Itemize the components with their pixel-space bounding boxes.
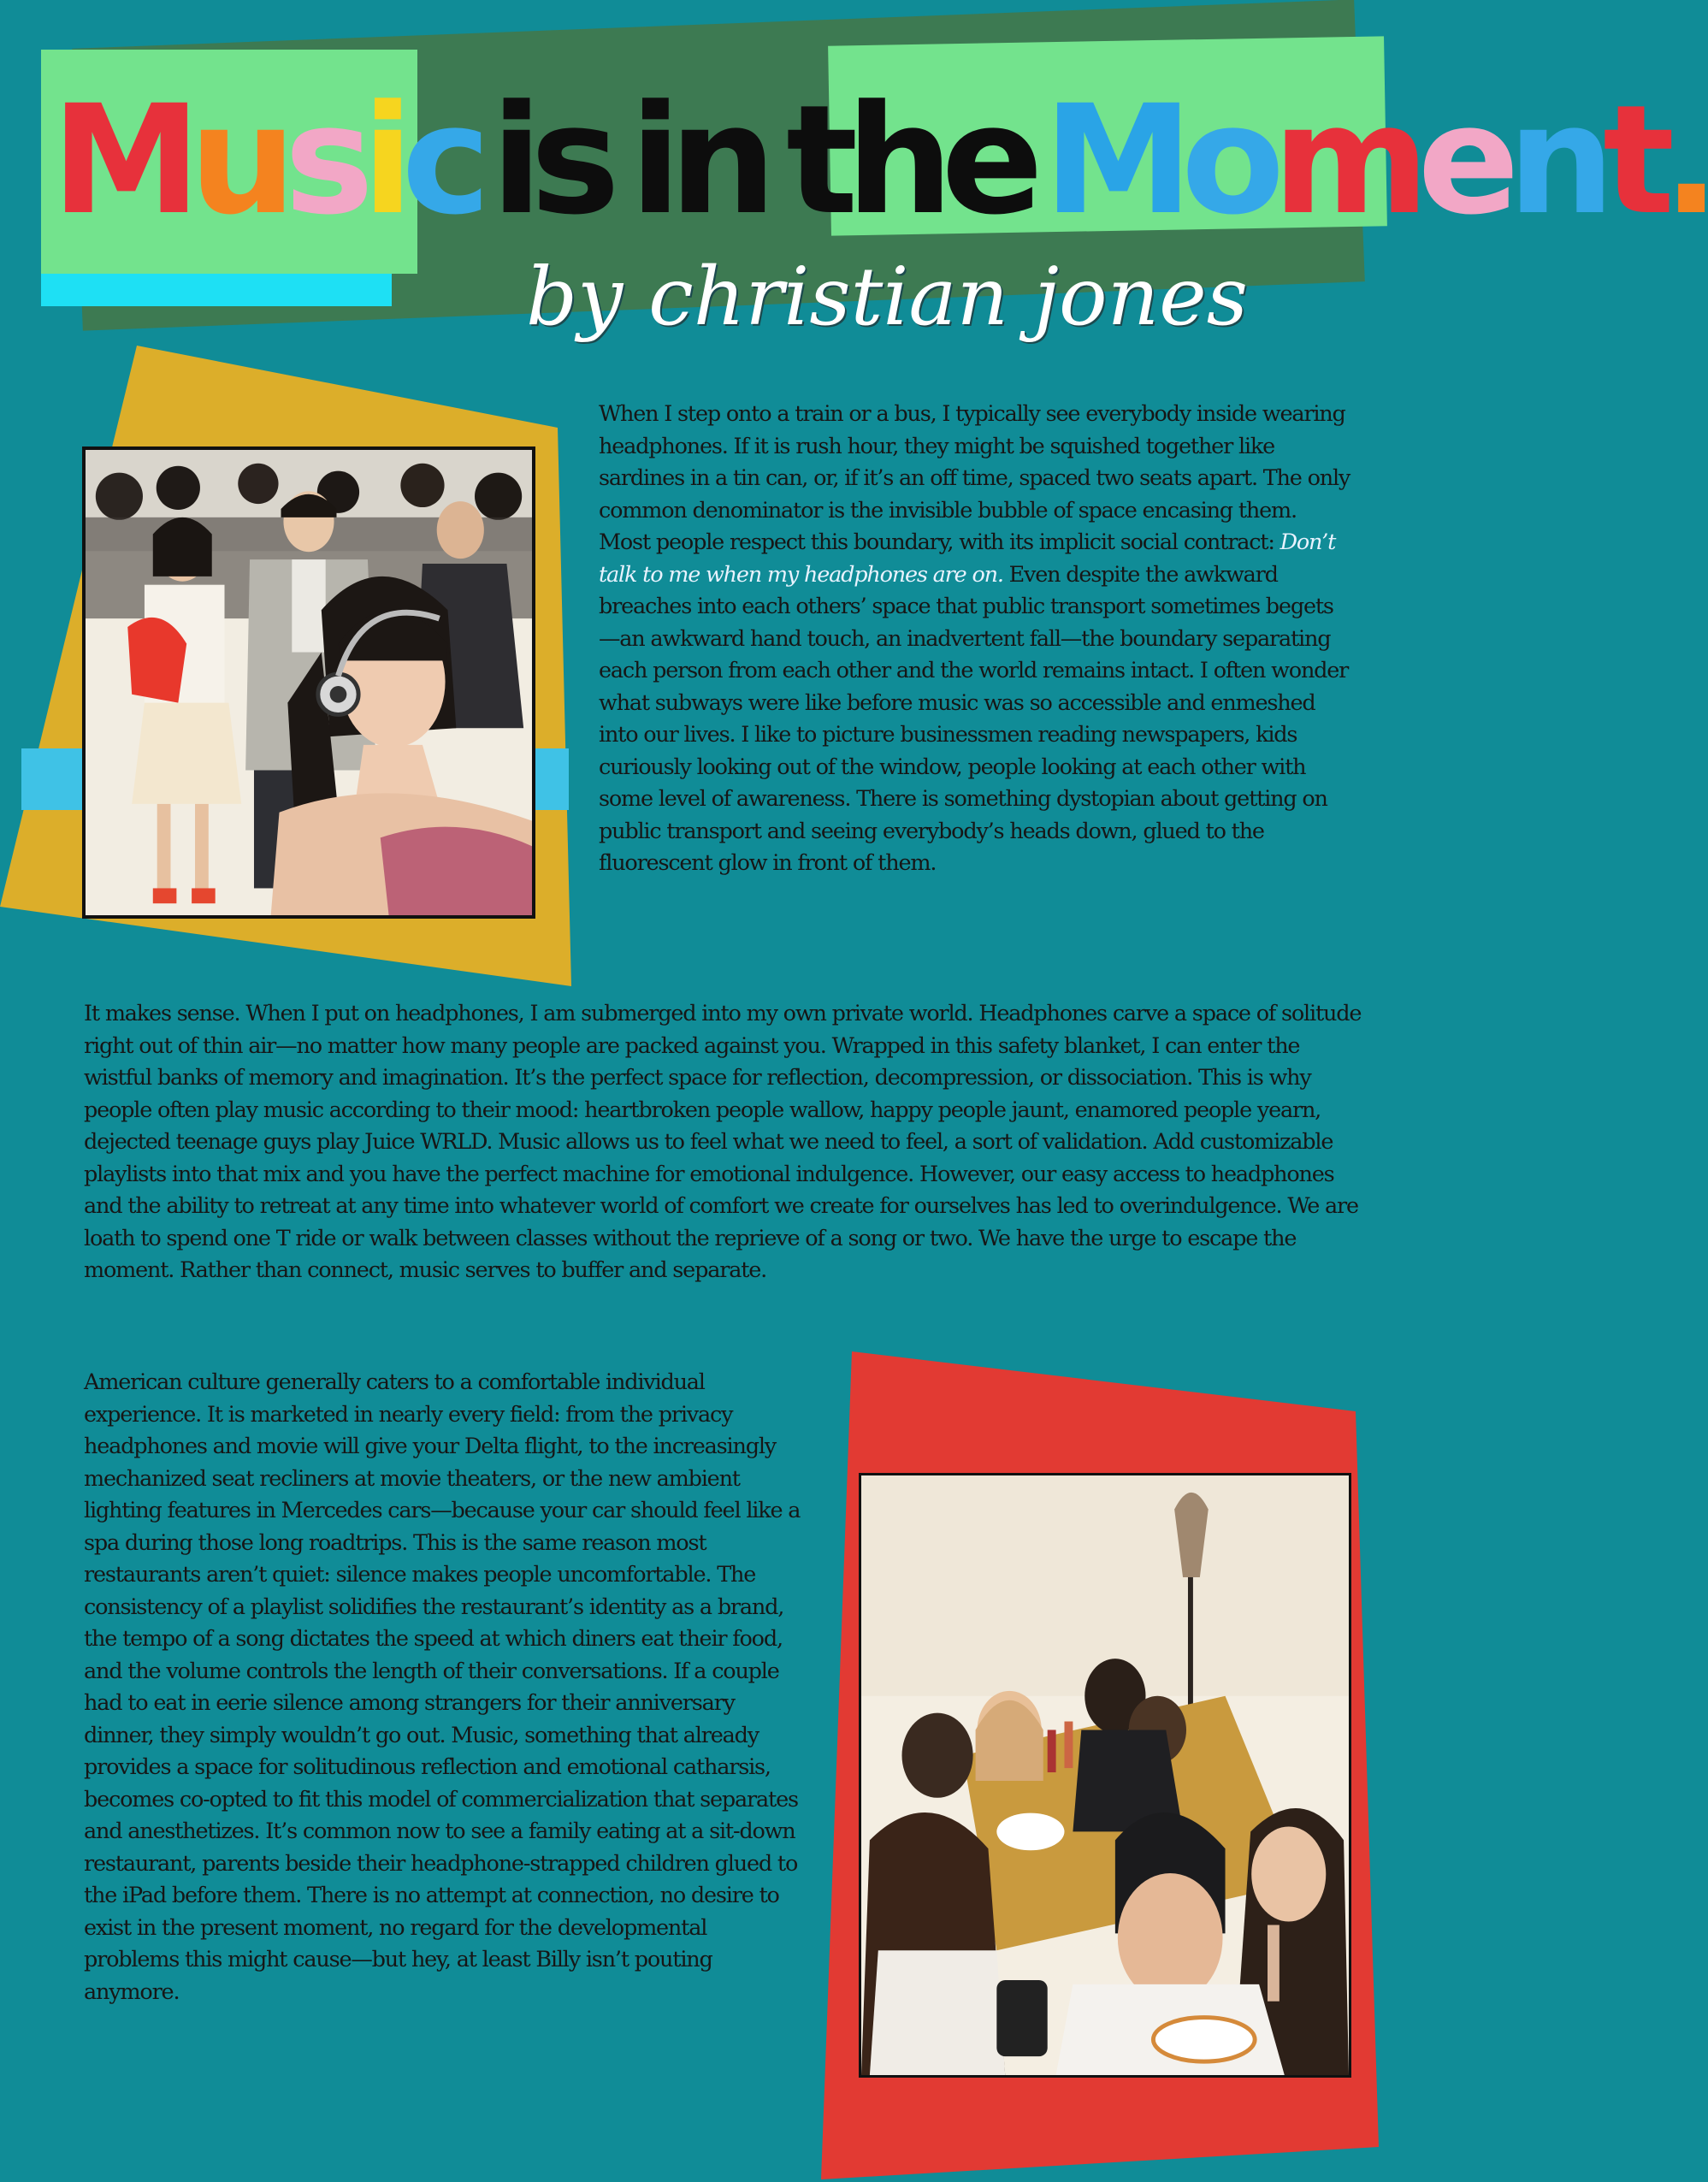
article-paragraph-1 xyxy=(599,399,1351,880)
title-letter: t xyxy=(1603,73,1664,248)
title-letter: c xyxy=(401,73,479,248)
para1-text-start: When I step onto a train or a bus, I typically see everybody inside wearing headphones. If it is rush hour, they might be squished together like sardines in a tin can, or, if it’s an off time, spaced two seats apart. The only common denominator is the invisible bubble of space encasing them. Most people respect this boundary, with its implicit social contract: xyxy=(599,401,1350,555)
restaurant-photo xyxy=(859,1473,1351,2078)
title-letter: u xyxy=(189,73,285,248)
para1-emphasis: Don’t talk to me when my headphones are on. xyxy=(599,529,1336,588)
title-letter: i xyxy=(362,73,402,248)
title-letter: M xyxy=(51,73,190,248)
page-title xyxy=(51,73,1708,263)
article-paragraph-3: American culture generally caters to a comfortable individual experience. It is marketed in nearly every field: from the privacy headphones and movie will give your Delta flight, to the increasingly mechanized seat recliners at movie theaters, or the new ambient lighting features in Mercedes cars—because your car should feel like a spa during those long roadtrips. This is the same reason most restaurants aren’t quiet: silence makes people uncomfortable. The consistency of a playlist solidifies the restaurant’s identity as a brand, the tempo of a song dictates the speed at which diners eat their food, and the volume controls the length of their conversations. If a couple had to eat in eerie silence among strangers for their anniversary dinner, they simply wouldn’t go out. Music, something that already provides a space for solitudinous reflection and emotional catharsis, becomes co-opted to fit this model of commercialization that separates and anesthetizes. It’s common now to see a family eating at a sit-down restaurant, parents beside their headphone-strapped children glued to the iPad before them. There is no attempt at connection, no desire to exist in the present moment, no regard for the developmental problems this might cause—but hey, at least Billy isn’t pouting anymore. xyxy=(84,1369,801,2005)
title-letter: M xyxy=(1043,73,1182,248)
byline: by christian jones xyxy=(526,251,1249,344)
title-letter: m xyxy=(1272,73,1418,248)
title-letter: . xyxy=(1663,73,1708,248)
para1-text-end: Even despite the awkward breaches into each others’ space that public transport sometimes begets—an awkward hand touch, an inadvertent fall—the boundary separating each person from each other and the world remains intact. I often wonder what subways were like before music was so accessible and enmeshed into our lives. I like to picture businessmen reading newspapers, kids curiously looking out of the window, people looking at each other with some level of awareness. There is something dystopian about getting on public transport and seeing everybody’s heads down, glued to the fluorescent glow in front of them. xyxy=(599,561,1349,876)
title-middle-words: is in the xyxy=(490,73,1031,248)
subway-photo xyxy=(82,446,535,919)
title-letter: e xyxy=(1417,73,1508,248)
title-letter: s xyxy=(284,73,363,248)
title-letter: o xyxy=(1181,73,1273,248)
article-paragraph-2: It makes sense. When I put on headphones, I am submerged into my own private world. Headphones carve a space of solitude right out of thin air—no matter how many people are packed against you. Wrapped in this safety blanket, I can enter the wistful banks of memory and imagination. It’s the perfect space for reflection, decompression, or dissociation. This is why people often play music according to their mood: heartbroken people wallow, happy people jaunt, enamored people yearn, dejected teenage guys play Juice WRLD. Music allows us to feel what we need to feel, a sort of validation. Add customizable playlists into that mix and you have the perfect machine for emotional indulgence. However, our easy access to headphones and the ability to retreat at any time into whatever world of comfort we create for ourselves has led to overindulgence. We are loath to spend one T ride or walk between classes without the reprieve of a song or two. We have the urge to escape the moment. Rather than connect, music serves to buffer and separate. xyxy=(84,1001,1362,1283)
title-letter: n xyxy=(1507,73,1604,248)
